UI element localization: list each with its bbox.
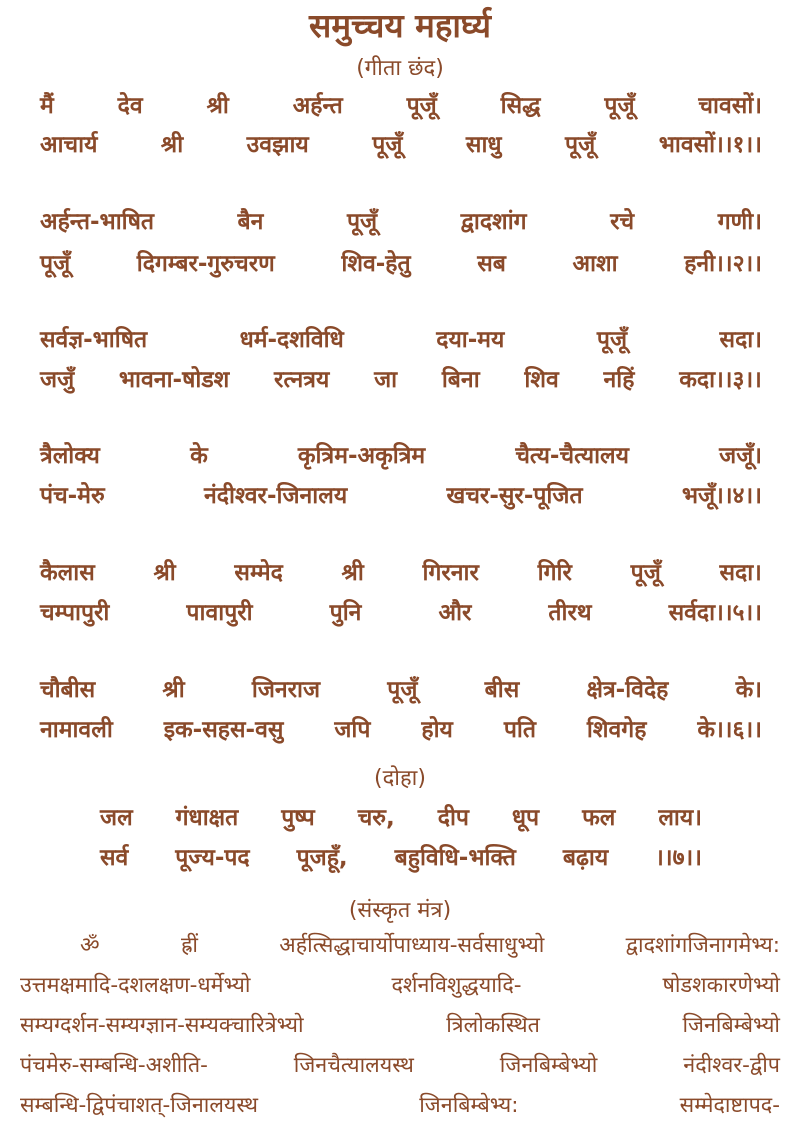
mantra-word: जिनबिम्बेभ्यो xyxy=(499,1053,598,1078)
doha-word: ।।७।। xyxy=(655,845,702,871)
verse-word: सम्मेद xyxy=(234,560,283,586)
verse-line xyxy=(40,555,762,587)
verse-word: कदा।।३।। xyxy=(679,367,762,393)
verse-word: धर्म-दशविधि xyxy=(239,327,344,353)
doha-word: लाय। xyxy=(658,805,702,831)
verse-word: गिरनार xyxy=(422,560,479,586)
doha-word: पूज्य-पद xyxy=(175,845,250,871)
mantra-word: ह्रीं xyxy=(180,933,198,958)
verse-word: श्री xyxy=(206,93,229,119)
doha-word: जल xyxy=(100,805,133,831)
verse-word: चैत्य-चैत्यालय xyxy=(515,443,629,469)
verse-word: पावापुरी xyxy=(186,600,253,626)
mantra-word: त्रिलोकस्थित xyxy=(446,1013,540,1038)
verse-word: भावसों।।१।। xyxy=(658,132,762,158)
verse-word: श्री xyxy=(160,132,184,158)
doha-word: दीप xyxy=(437,805,469,831)
verse-word: बैन xyxy=(237,209,264,235)
doha-word: सर्व xyxy=(100,845,129,871)
mantra-heading: (संस्कृत मंत्र) xyxy=(348,898,452,923)
doha-word: बढ़ाय xyxy=(562,845,609,871)
doha-word: धूप xyxy=(511,805,540,831)
verse-word: शिव xyxy=(524,367,559,393)
verse-word: खचर-सुर-पूजित xyxy=(446,483,583,509)
verse-word: पूजूँ xyxy=(372,132,403,158)
verse-line xyxy=(40,204,762,236)
verse-line xyxy=(40,127,762,159)
doha-word: गंधाक्षत xyxy=(175,805,239,831)
doha-word: पूजहूँ, xyxy=(296,845,348,871)
mantra-line xyxy=(20,1090,780,1119)
verse-line xyxy=(40,362,762,394)
mantra-word: नंदीश्वर-द्वीप xyxy=(683,1053,780,1078)
verse-word: तीरथ xyxy=(548,600,592,626)
verse-word: नंदीश्वर-जिनालय xyxy=(204,483,348,509)
verse-line xyxy=(40,246,762,278)
verse-word: सिद्ध xyxy=(500,93,541,119)
verse-word: दिगम्बर-गुरुचरण xyxy=(136,251,275,277)
mantra-word: द्वादशांगजिनागमेभ्य: xyxy=(625,933,780,958)
mantra-word: सम्बन्धि-द्विपंचाशत्-जिनालयस्थ xyxy=(20,1093,259,1118)
verse-word: श्री xyxy=(341,560,364,586)
verse-word: इक-सहस-वसु xyxy=(163,717,284,743)
verse-word: गणी। xyxy=(717,209,762,235)
verse-word: बीस xyxy=(484,677,520,703)
verse-word: कृत्रिम-अकृत्रिम xyxy=(297,443,426,469)
verse-word: पंच-मेरु xyxy=(40,483,105,509)
doha-word: चरु, xyxy=(357,805,395,831)
verse-word: मैं xyxy=(40,93,54,119)
verse-word: जा xyxy=(374,367,398,393)
mantra-word: ॐ xyxy=(80,933,100,958)
verse-word: पति xyxy=(503,717,536,743)
verse-word: देव xyxy=(117,93,143,119)
verse-line xyxy=(40,88,762,120)
verse-word: पूजूँ xyxy=(40,251,71,277)
verse-word: पूजूँ xyxy=(565,132,596,158)
mantra-word: सम्मेदाष्टापद- xyxy=(679,1093,780,1118)
mantra-word: षोडशकारणेभ्यो xyxy=(662,973,780,998)
mantra-line xyxy=(20,1050,780,1079)
verse-word: और xyxy=(438,600,472,626)
verse-word: सदा। xyxy=(719,327,762,353)
verse-word: के xyxy=(190,443,208,469)
verse-word: बिना xyxy=(441,367,480,393)
mantra-word: दर्शनविशुद्धयादि- xyxy=(391,973,522,998)
verse-word: भजूँ।।४।। xyxy=(681,483,762,509)
verse-line xyxy=(40,595,762,627)
mantra-word: सम्यग्दर्शन-सम्यग्ज्ञान-सम्यक्चारित्रेभ्यो xyxy=(20,1013,304,1038)
verse-word: पुनि xyxy=(329,600,362,626)
mantra-word: जिनचैत्यालयस्थ xyxy=(293,1053,414,1078)
verse-word: पूजूँ xyxy=(596,327,628,353)
verse-word: जिनराज xyxy=(251,677,321,703)
verse-line xyxy=(40,322,762,354)
verse-word: सर्वज्ञ-भाषित xyxy=(40,327,148,353)
mantra-word: जिनबिम्बेभ्यो xyxy=(682,1013,780,1038)
verse-word: शिवगेह xyxy=(586,717,647,743)
verse-word: पूजूँ xyxy=(406,93,437,119)
verse-word: के। xyxy=(735,677,762,703)
verse-word: के।।६।। xyxy=(697,717,762,743)
verse-word: दया-मय xyxy=(436,327,505,353)
verse-word: सदा। xyxy=(719,560,762,586)
verse-word: चौबीस xyxy=(40,677,96,703)
verse-word: आचार्य xyxy=(40,132,98,158)
doha-word: फल xyxy=(582,805,616,831)
doha-heading: (दोहा) xyxy=(374,766,426,791)
verse-line xyxy=(40,712,762,744)
mantra-word: अर्हत्सिद्धाचार्योपाध्याय-सर्वसाधुभ्यो xyxy=(279,933,545,958)
verse-word: शिव-हेतु xyxy=(341,251,411,277)
verse-line xyxy=(40,438,762,470)
mantra-word: उत्तमक्षमादि-दशलक्षण-धर्मेभ्यो xyxy=(20,973,251,998)
verse-word: अर्हन्त-भाषित xyxy=(40,209,155,235)
verse-word: उवझाय xyxy=(246,132,309,158)
verse-word: जपि xyxy=(334,717,371,743)
verse-word: सब xyxy=(477,251,506,277)
verse-word: पूजूँ xyxy=(604,93,635,119)
mantra-line xyxy=(20,970,780,999)
verse-word: नामावली xyxy=(40,717,113,743)
verse-word: पूजूँ xyxy=(387,677,418,703)
mantra-line xyxy=(20,1010,780,1039)
doha-line xyxy=(100,840,702,872)
verse-word: त्रैलोक्य xyxy=(40,443,100,469)
verse-word: गिरि xyxy=(537,560,572,586)
page-title: समुच्चय महार्घ्य xyxy=(309,6,491,45)
geeta-heading: (गीता छंद) xyxy=(356,56,444,81)
verse-word: कैलास xyxy=(40,560,95,586)
doha-word: बहुविधि-भक्ति xyxy=(394,845,516,871)
verse-line xyxy=(40,672,762,704)
doha-word: पुष्प xyxy=(281,805,315,831)
verse-line xyxy=(40,478,762,510)
verse-word: साधु xyxy=(465,132,502,158)
verse-word: चम्पापुरी xyxy=(40,600,110,626)
mantra-line xyxy=(80,930,780,959)
verse-word: श्री xyxy=(153,560,176,586)
verse-word: होय xyxy=(421,717,453,743)
verse-word: जजूँ। xyxy=(719,443,762,469)
verse-word: चावसों। xyxy=(698,93,762,119)
doha-line xyxy=(100,800,702,832)
verse-word: अर्हन्त xyxy=(292,93,343,119)
verse-word: पूजूँ xyxy=(630,560,661,586)
verse-word: क्षेत्र-विदेह xyxy=(586,677,669,703)
verse-word: नहिं xyxy=(603,367,635,393)
verse-word: पूजूँ xyxy=(346,209,378,235)
verse-word: श्री xyxy=(162,677,185,703)
mantra-word: पंचमेरु-सम्बन्धि-अशीति- xyxy=(20,1053,208,1078)
verse-word: जजुँ xyxy=(40,367,75,393)
verse-word: रचे xyxy=(610,209,635,235)
verse-word: द्वादशांग xyxy=(460,209,527,235)
verse-word: हनी।।२।। xyxy=(684,251,762,277)
verse-word: सर्वदा।।५।। xyxy=(668,600,762,626)
verse-word: भावना-षोडश xyxy=(118,367,230,393)
verse-word: रत्नत्रय xyxy=(274,367,330,393)
mantra-word: जिनबिम्बेभ्य: xyxy=(419,1093,519,1118)
verse-word: आशा xyxy=(572,251,618,277)
